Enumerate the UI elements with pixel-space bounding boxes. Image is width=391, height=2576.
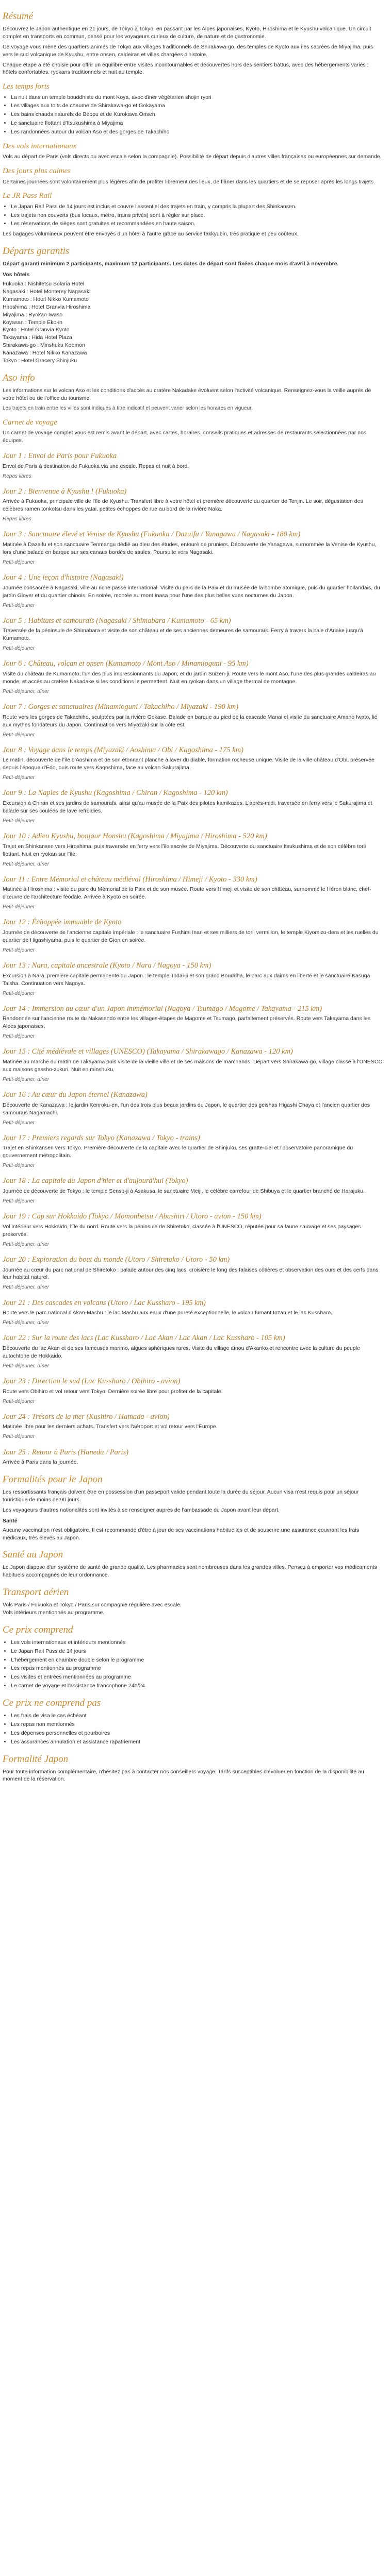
day-block bbox=[3, 918, 383, 954]
day-block bbox=[3, 573, 383, 609]
price-excludes-title: Ce prix ne comprend pas bbox=[3, 1698, 101, 1709]
day-block bbox=[3, 487, 383, 523]
list-item: • L'hébergement en chambre double selon le programme bbox=[11, 1656, 383, 1664]
day-text: Découverte du lac Akan et de ses fameuses marimo, algues sphériques rares. Visite du village aïnou d'Akanko et rencontre avec la culture du peuple autochtone de Hokkaido. bbox=[3, 1345, 360, 1359]
day-block bbox=[3, 1047, 383, 1083]
list-item: • Les bains chauds naturels de Beppu et de Kurokawa Onsen bbox=[11, 111, 383, 118]
resume-title: Résumé bbox=[3, 11, 34, 22]
day-text: Excursion à Nara, première capitale permanente du Japon : le temple Todai-ji et son grand Bouddha, le parc aux daims en liberté et le sanctuaire Kasuga Taisha. Continuation vers Nagoya. bbox=[3, 972, 370, 987]
resume-paragraph: Ce voyage vous mène des quartiers animés de Tokyo aux villages traditionnels de Shirakawa-go, des temples de Kyoto aux îles sacrées de Miyajima, puis vers le sud volcanique de Kyushu, entre onsen, caldeiras et villes chargées d'histoire. bbox=[3, 43, 373, 58]
list-item: • Le sanctuaire flottant d'Itsukushima à Miyajima bbox=[11, 120, 383, 127]
list-item: • Les dépenses personnelles et pourboires bbox=[11, 1730, 383, 1737]
day-meals: Petit-déjeuner bbox=[3, 602, 35, 608]
day-meals: Petit-déjeuner bbox=[3, 646, 35, 652]
day-text: Trajet en Shinkansen vers Tokyo. Première découverte de la capitale avec le quartier de Shinjuku, ses gratte-ciel et l'observatoire panoramique du gouvernement métropolitain. bbox=[3, 1145, 353, 1159]
day-meals: Petit-déjeuner bbox=[3, 818, 35, 824]
day-block bbox=[3, 1005, 383, 1041]
section-travel-book bbox=[3, 418, 383, 445]
day-title: Jour 21 : Des cascades en volcans (Utoro / Lac Kussharo - 195 km) bbox=[3, 1298, 206, 1307]
day-meals: Petit-déjeuner, dîner bbox=[3, 1076, 50, 1082]
travel-book-title: Carnet de voyage bbox=[3, 418, 57, 427]
day-text: Arrivée à Fukuoka, principale ville de l'île de Kyushu. Transfert libre à votre hôtel et première découverte du quartier de Tenjin. Le soir, dégustation des célèbres ramen tonkotsu dans les yatai, petites échoppes de rue au bord de la rivière Naka. bbox=[3, 498, 363, 513]
section-highlights bbox=[3, 82, 383, 136]
day-block bbox=[3, 1256, 383, 1292]
day-title: Jour 9 : La Naples de Kyushu (Kagoshima / Chiran / Kagoshima - 120 km) bbox=[3, 789, 228, 798]
day-text: Vol intérieur vers Hokkaido, l'île du nord. Route vers la péninsule de Shiretoko, classée à l'UNESCO, réputée pour sa faune sauvage et ses paysages préservés. bbox=[3, 1223, 361, 1238]
day-title: Jour 13 : Nara, capitale ancestrale (Kyoto / Nara / Nagoya - 150 km) bbox=[3, 961, 211, 970]
price-includes-list bbox=[3, 1639, 383, 1690]
day-meals: Petit-déjeuner bbox=[3, 1033, 35, 1040]
rail-pass-title: Le JR Pass Rail bbox=[3, 192, 52, 200]
section-formalities bbox=[3, 1475, 383, 1541]
day-text: Le matin, découverte de l'île d'Aoshima et de son étonnant planche à laver du diable, formation rocheuse unique. Visite de la ville-château d'Obi, préservée depuis l'époque d'Edo, puis route vers Kagoshima, face au volcan Sakurajima. bbox=[3, 757, 374, 771]
day-block bbox=[3, 452, 383, 480]
day-meals: Petit-déjeuner bbox=[3, 1163, 35, 1169]
hotel-line: Kanazawa : Hotel Nikko Kanazawa bbox=[3, 350, 87, 357]
formality-japan-text: Pour toute information complémentaire, n'hésitez pas à contacter nos conseillers voyage. Tarifs susceptibles d'évoluer en fonction de la disponibilité au moment de la réservation. bbox=[3, 1768, 364, 1783]
section-formality-japan bbox=[3, 1754, 383, 1784]
hotel-line: Shirakawa-go : Minshuku Koemon bbox=[3, 342, 85, 349]
day-title: Jour 2 : Bienvenue à Kyushu ! (Fukuoka) bbox=[3, 487, 127, 496]
travel-book-text: Un carnet de voyage complet vous est remis avant le départ, avec cartes, horaires, conseils pratiques et adresses de restaurants sélectionnées par nos équipes. bbox=[3, 430, 367, 444]
day-title: Jour 8 : Voyage dans le temps (Miyazaki / Aoshima / Obi / Kagoshima - 175 km) bbox=[3, 745, 243, 754]
day-block bbox=[3, 659, 383, 696]
day-title: Jour 25 : Retour à Paris (Haneda / Paris) bbox=[3, 1448, 129, 1456]
day-title: Jour 10 : Adieu Kyushu, bonjour Honshu (Kagoshima / Miyajima / Hiroshima - 520 km) bbox=[3, 832, 267, 841]
day-text: Envol de Paris à destination de Fukuoka via une escale. Repas et nuit à bord. bbox=[3, 463, 189, 469]
list-item: • Les réservations de sièges sont gratuites et recommandées en haute saison. bbox=[11, 220, 383, 228]
day-block bbox=[3, 746, 383, 782]
day-meals: Petit-déjeuner bbox=[3, 559, 35, 565]
list-item: • Les vols internationaux et intérieurs mentionnés bbox=[11, 1639, 383, 1647]
day-title: Jour 20 : Exploration du bout du monde (Utoro / Shiretoko / Utoro - 50 km) bbox=[3, 1255, 230, 1264]
day-meals: Petit-déjeuner bbox=[3, 1198, 35, 1205]
itinerary-days bbox=[3, 452, 383, 1466]
flights-text: Vols au départ de Paris (vols directs ou avec escale selon la compagnie). Possibilité de départ depuis d'autres villes françaises ou européennes sur demande. bbox=[3, 154, 382, 160]
day-title: Jour 11 : Entre Mémorial et château médiéval (Hiroshima / Himeji / Kyoto - 330 km) bbox=[3, 875, 257, 884]
section-aso-info bbox=[3, 373, 383, 412]
section-health bbox=[3, 1550, 383, 1579]
hotel-line: Tokyo : Hotel Gracery Shinjuku bbox=[3, 358, 77, 364]
list-item: • Les randonnées autour du volcan Aso et des gorges de Takachiho bbox=[11, 128, 383, 136]
calm-days-text: Certaines journées sont volontairement plus légères afin de profiter librement des lieux, de flâner dans les quartiers et de se reposer après les longs trajets. bbox=[3, 178, 375, 185]
day-block bbox=[3, 832, 383, 868]
day-meals: Petit-déjeuner, dîner bbox=[3, 1241, 50, 1247]
hotel-line: Kumamoto : Hotel Nikko Kumamoto bbox=[3, 296, 89, 302]
day-title: Jour 14 : Immersion au cœur d'un Japon immémorial (Nagoya / Tsumago / Magome / Takayama - 215 km) bbox=[3, 1004, 322, 1013]
day-title: Jour 19 : Cap sur Hokkaido (Tokyo / Momonbetsu / Abashiri / Utoro - avion - 150 km) bbox=[3, 1212, 262, 1221]
highlights-list bbox=[3, 94, 383, 137]
departures-title: Départs garantis bbox=[3, 246, 70, 257]
day-meals: Petit-déjeuner bbox=[3, 1434, 35, 1440]
day-block bbox=[3, 1299, 383, 1327]
day-meals: Petit-déjeuner, dîner bbox=[3, 1363, 50, 1369]
day-title: Jour 5 : Habitats et samouraïs (Nagasaki / Shimabara / Kumamoto - 65 km) bbox=[3, 616, 231, 625]
list-item: • Les frais de visa le cas échéant bbox=[11, 1712, 383, 1720]
day-block bbox=[3, 875, 383, 911]
calm-days-title: Des jours plus calmes bbox=[3, 167, 71, 176]
day-text: Journée au cœur du parc national de Shiretoko : balade autour des cinq lacs, croisière le long des falaises côtières et observation des ours et des cerfs dans leur habitat naturel. bbox=[3, 1266, 379, 1281]
day-text: Excursion à Chiran et ses jardins de samouraïs, ainsi qu'au musée de la Paix des pilotes kamikazes. L'après-midi, traversée en ferry vers le Sakurajima et balade sur ses coulées de lave refroidies. bbox=[3, 800, 372, 814]
list-item: • Le Japan Rail Pass de 14 jours bbox=[11, 1648, 383, 1655]
hotels-title: Vos hôtels bbox=[3, 272, 30, 278]
day-block bbox=[3, 1091, 383, 1127]
day-title: Jour 24 : Trésors de la mer (Kushiro / Hamada - avion) bbox=[3, 1412, 170, 1421]
day-text: Journée de découverte de Tokyo : le temple Senso-ji à Asakusa, le sanctuaire Meiji, le célèbre carrefour de Shibuya et le quartier branché de Harajuku. bbox=[3, 1188, 365, 1195]
day-meals: Petit-déjeuner bbox=[3, 1398, 35, 1404]
list-item: • Le carnet de voyage et l'assistance francophone 24h/24 bbox=[11, 1682, 383, 1690]
day-block bbox=[3, 1413, 383, 1441]
day-block bbox=[3, 1377, 383, 1405]
rail-pass-list bbox=[3, 203, 383, 228]
day-meals: Petit-déjeuner bbox=[3, 1120, 35, 1126]
list-item: • Les repas mentionnés au programme bbox=[11, 1665, 383, 1672]
price-excludes-list bbox=[3, 1712, 383, 1746]
list-item: • Les repas non mentionnés bbox=[11, 1721, 383, 1728]
highlights-title: Les temps forts bbox=[3, 82, 50, 91]
day-text: Matinée libre pour les derniers achats. Transfert vers l'aéroport et vol retour vers l'Europe. bbox=[3, 1423, 218, 1430]
hotel-line: Takayama : Hida Hotel Plaza bbox=[3, 334, 72, 341]
day-text: Route vers les gorges de Takachiho, sculptées par la rivière Gokase. Balade en barque au pied de la cascade Manai et visite du sanctuaire Amano Iwato, lié aux mythes fondateurs du Japon. Continuation vers Miyazaki sur la côte est. bbox=[3, 714, 378, 728]
day-title: Jour 3 : Sanctuaire élevé et Venise de Kyushu (Fukuoka / Dazaifu / Yanagawa / Nagasaki - 180 km) bbox=[3, 530, 301, 539]
day-title: Jour 17 : Premiers regards sur Tokyo (Kanazawa / Tokyo - trains) bbox=[3, 1133, 200, 1142]
day-title: Jour 23 : Direction le sud (Lac Kussharo / Obihiro - avion) bbox=[3, 1377, 181, 1385]
list-item: • Les visites et entrées mentionnées au programme bbox=[11, 1673, 383, 1681]
day-title: Jour 12 : Échappée immuable de Kyoto bbox=[3, 918, 122, 927]
section-hotels bbox=[3, 271, 383, 365]
day-title: Jour 4 : Une leçon d'histoire (Nagasaki) bbox=[3, 573, 124, 582]
day-meals: Petit-déjeuner, dîner bbox=[3, 1284, 50, 1291]
day-text: Matinée au marché du matin de Takayama puis visite de la vieille ville et de ses maisons de marchands. Départ vers Shirakawa-go, village classé à l'UNESCO aux maisons gassho-zukuri. Nuit en minshuku. bbox=[3, 1059, 383, 1073]
day-block bbox=[3, 530, 383, 566]
section-price-excludes bbox=[3, 1698, 383, 1746]
section-calm-days bbox=[3, 167, 383, 185]
health-text: Aucune vaccination n'est obligatoire. Il est recommandé d'être à jour de ses vaccinations habituelles et de souscrire une assurance couvrant les frais médicaux, très élevés au Japon. bbox=[3, 1527, 359, 1541]
price-includes-title: Ce prix comprend bbox=[3, 1624, 73, 1635]
list-item: • Les villages aux toits de chaume de Shirakawa-go et Gokayama bbox=[11, 102, 383, 110]
list-item: • La nuit dans un temple bouddhiste du mont Koya, avec dîner végétarien shojin ryori bbox=[11, 94, 383, 101]
day-text: Route vers le parc national d'Akan-Mashu : le lac Mashu aux eaux d'une pureté exceptionnelle, le volcan fumant Iozan et le lac Kussharo. bbox=[3, 1310, 333, 1316]
resume-paragraph: Chaque étape a été choisie pour offrir un équilibre entre visites incontournables et découvertes hors des sentiers battus, avec des hébergements variés : hôtels confortables, ryokans traditionnels et nuit au temple. bbox=[3, 61, 369, 76]
day-text: Matinée à Hiroshima : visite du parc du Mémorial de la Paix et de son musée. Route vers Himeji et visite de son château, surnommé le Héron blanc, chef-d'œuvre de l'architecture féodale. Arrivée à Kyoto en soirée. bbox=[3, 886, 371, 901]
hotel-line: Koyasan : Temple Eko-in bbox=[3, 319, 62, 326]
rail-pass-text: Les bagages volumineux peuvent être envoyés d'un hôtel à l'autre grâce au service takkyubin, très pratique et peu coûteux. bbox=[3, 231, 299, 238]
day-block bbox=[3, 703, 383, 739]
day-block bbox=[3, 1177, 383, 1205]
aso-info-text: Les informations sur le volcan Aso et les conditions d'accès au cratère Nakadake évoluent selon l'activité volcanique. Renseignez-vous la veille auprès de votre hôtel ou de l'office du tourisme. bbox=[3, 387, 371, 401]
resume-paragraph: Découvrez le Japon authentique en 21 jours, de Tokyo à Tokyo, en passant par les Alpes japonaises, Kyoto, Hiroshima et le Kyushu volcanique. Un circuit complet en transports en commun, pensé pour les voyageurs curieux de culture, de nature et de gastronomie. bbox=[3, 25, 371, 40]
section-price-includes bbox=[3, 1625, 383, 1690]
air-transport-title: Transport aérien bbox=[3, 1587, 69, 1598]
day-text: Route vers Obihiro et vol retour vers Tokyo. Dernière soirée libre pour profiter de la capitale. bbox=[3, 1388, 223, 1395]
day-text: Visite du château de Kumamoto, l'un des plus impressionnants du Japon, et du jardin Suizen-ji. Route vers le mont Aso, l'une des plus grandes caldeiras au monde, et accès au cratère Nakadake si les conditions le permettent. Nuit en ryokan dans un village thermal de montagne. bbox=[3, 671, 376, 685]
day-title: Jour 6 : Château, volcan et onsen (Kumamoto / Mont Aso / Minamioguni - 95 km) bbox=[3, 659, 249, 668]
day-block bbox=[3, 617, 383, 653]
section-departures bbox=[3, 246, 383, 268]
day-text: Matinée à Dazaifu et son sanctuaire Tenmangu dédié au dieu des études, entouré de pruniers. Découverte de Yanagawa, surnommée la Venise de Kyushu, lors d'une balade en barque sur ses canaux bordés de saules. Poursuite vers Nagasaki. bbox=[3, 541, 377, 555]
formalities-title: Formalités pour le Japon bbox=[3, 1474, 103, 1485]
formality-japan-title: Formalité Japon bbox=[3, 1753, 69, 1765]
day-text: Découverte de Kanazawa : le jardin Kenroku-en, l'un des trois plus beaux jardins du Japon, le quartier des geishas Higashi Chaya et l'ancien quartier des samouraïs Nagamachi. bbox=[3, 1101, 370, 1116]
day-meals: Petit-déjeuner bbox=[3, 904, 35, 910]
hotel-line: Hiroshima : Hotel Granvia Hiroshima bbox=[3, 303, 91, 310]
flights-title: Des vols internationaux bbox=[3, 142, 77, 151]
formalities-paragraph: Les ressortissants français doivent être en possession d'un passeport valide pendant toute la durée du séjour. Aucun visa n'est requis pour un séjour touristique de moins de 90 jours. bbox=[3, 1488, 359, 1503]
section-flights bbox=[3, 142, 383, 161]
day-block bbox=[3, 789, 383, 825]
air-transport-line: Vols intérieurs mentionnés au programme. bbox=[3, 1609, 105, 1616]
day-meals: Petit-déjeuner bbox=[3, 947, 35, 953]
day-meals: Petit-déjeuner, dîner bbox=[3, 688, 50, 694]
aso-info-note: Les trajets en train entre les villes sont indiqués à titre indicatif et peuvent varier selon les horaires en vigueur. bbox=[3, 405, 253, 411]
hotel-line: Nagasaki : Hotel Monterey Nagasaki bbox=[3, 288, 91, 295]
day-block bbox=[3, 961, 383, 997]
day-meals: Petit-déjeuner, dîner bbox=[3, 1320, 50, 1326]
day-meals: Repas libres bbox=[3, 473, 31, 479]
day-text: Randonnée sur l'ancienne route du Nakasendo entre les villages-étapes de Magome et Tsumago, parfaitement préservés. Route vers Takayama dans les Alpes japonaises. bbox=[3, 1015, 371, 1030]
day-block bbox=[3, 1212, 383, 1248]
day-text: Trajet en Shinkansen vers Hiroshima, puis traversée en ferry vers l'île sacrée de Miyajima. Découverte du sanctuaire Itsukushima et de son célèbre torii flottant. Nuit en ryokan sur l'île. bbox=[3, 843, 366, 857]
section-resume bbox=[3, 11, 383, 76]
hotel-line: Fukuoka : Nishitetsu Solaria Hotel bbox=[3, 281, 85, 287]
day-text: Journée de découverte de l'ancienne capitale impériale : le sanctuaire Fushimi Inari et ses milliers de torii vermillon, le temple Kiyomizu-dera et les ruelles du quartier de Higashiyama, puis le quartier de Gion en soirée. bbox=[3, 929, 379, 943]
day-text: Arrivée à Paris dans la journée. bbox=[3, 1459, 78, 1466]
health-body: Le Japon dispose d'un système de santé de grande qualité. Les pharmacies sont nombreuses dans les grandes villes. Pensez à emporter vos médicaments habituels accompagnés de leur ordonnance. bbox=[3, 1564, 377, 1579]
day-meals: Repas libres bbox=[3, 516, 31, 522]
aso-info-title: Aso info bbox=[3, 372, 35, 383]
day-title: Jour 22 : Sur la route des lacs (Lac Kussharo / Lac Akan / Lac Akan / Lac Kussharo - 105 km) bbox=[3, 1334, 285, 1343]
health-title: Santé au Japon bbox=[3, 1549, 63, 1561]
hotel-line: Kyoto : Hotel Granvia Kyoto bbox=[3, 327, 70, 333]
day-title: Jour 1 : Envol de Paris pour Fukuoka bbox=[3, 451, 117, 460]
day-title: Jour 18 : La capitale du Japon d'hier et d'aujourd'hui (Tokyo) bbox=[3, 1177, 188, 1185]
day-title: Jour 16 : Au cœur du Japon éternel (Kanazawa) bbox=[3, 1091, 148, 1099]
day-title: Jour 15 : Cité médiévale et villages (UNESCO) (Takayama / Shirakawago / Kanazawa - 120 km) bbox=[3, 1047, 293, 1056]
air-transport-line: Vols Paris / Fukuoka et Tokyo / Paris sur compagnie régulière avec escale. bbox=[3, 1602, 182, 1608]
hotel-line: Miyajima : Ryokan Iwaso bbox=[3, 311, 63, 318]
day-meals: Petit-déjeuner, dîner bbox=[3, 861, 50, 867]
departures-text: Départ garanti minimum 2 participants, maximum 12 participants. Les dates de départ sont fixées chaque mois d'avril à novembre. bbox=[3, 261, 339, 267]
list-item: • Le Japan Rail Pass de 14 jours est inclus et couvre l'essentiel des trajets en train, y compris la plupart des Shinkansen. bbox=[11, 203, 383, 211]
day-meals: Petit-déjeuner bbox=[3, 990, 35, 996]
list-item: • Les assurances annulation et assistance rapatriement bbox=[11, 1738, 383, 1746]
section-air-transport bbox=[3, 1587, 383, 1617]
day-text: Journée consacrée à Nagasaki, ville au riche passé international. Visite du parc de la Paix et du musée de la bombe atomique, puis du quartier hollandais, du jardin Glover et du quartier chinois. En soirée, montée au mont Inasa pour l'une des plus belles vues nocturnes du Japon. bbox=[3, 584, 380, 599]
day-block bbox=[3, 1448, 383, 1467]
list-item: • Les trajets non couverts (bus locaux, métro, trains privés) sont à régler sur place. bbox=[11, 212, 383, 219]
day-meals: Petit-déjeuner bbox=[3, 775, 35, 781]
day-title: Jour 7 : Gorges et sanctuaires (Minamioguni / Takachiho / Miyazaki - 190 km) bbox=[3, 703, 239, 711]
day-meals: Petit-déjeuner bbox=[3, 732, 35, 738]
day-text: Traversée de la péninsule de Shimabara et visite de son château et de ses anciennes demeures de samouraïs. Ferry à travers la baie d'Ariake jusqu'à Kumamoto. bbox=[3, 628, 363, 642]
day-block bbox=[3, 1334, 383, 1370]
formalities-paragraph: Les voyageurs d'autres nationalités sont invités à se renseigner auprès de l'ambassade du Japon avant leur départ. bbox=[3, 1506, 280, 1513]
section-rail-pass bbox=[3, 192, 383, 238]
health-subtitle: Santé bbox=[3, 1517, 18, 1524]
day-block bbox=[3, 1134, 383, 1170]
